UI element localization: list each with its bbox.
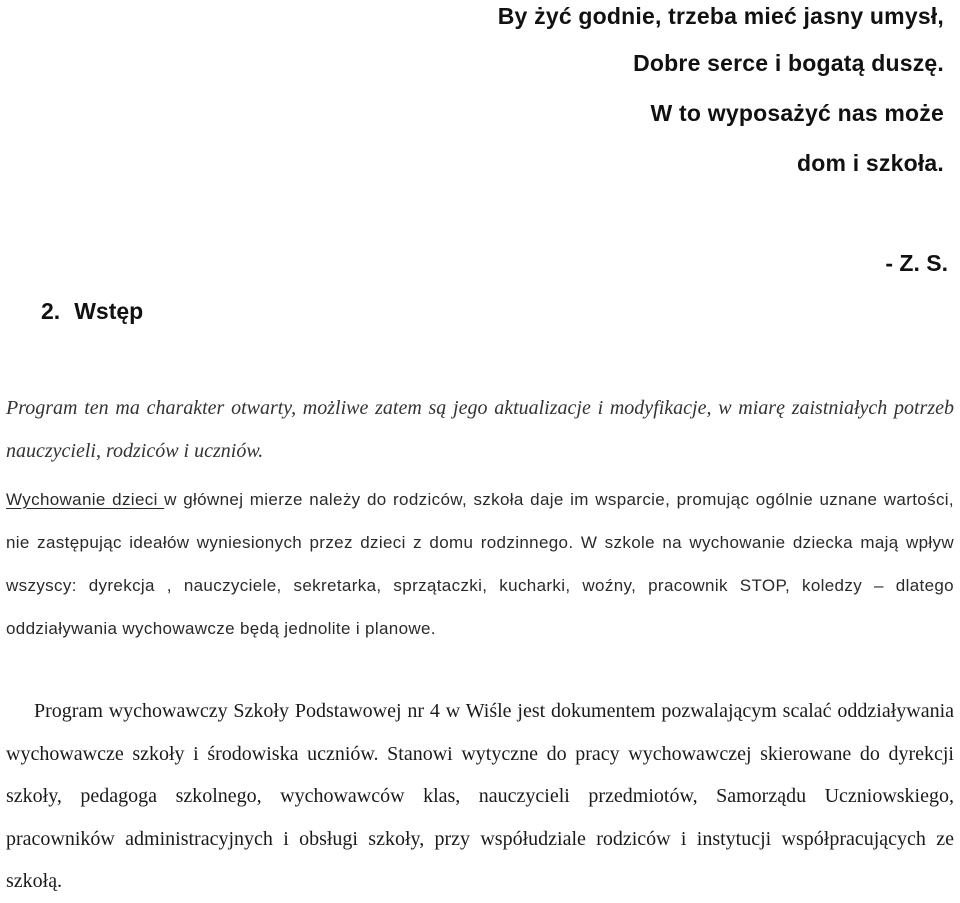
motto-author: - Z. S. xyxy=(885,250,948,276)
section-number: 2. xyxy=(41,298,61,324)
upbringing-paragraph xyxy=(6,478,954,650)
upbringing-underlined-phrase: Wychowanie dzieci xyxy=(6,490,165,509)
upbringing-text: w głównej mierze należy do rodziców, szkoła daje im wsparcie, promując ogólnie uznane wartości, nie zastępując ideałów wyniesionych przez dzieci z domu rodzinnego. xyxy=(6,490,954,552)
motto-line-3: W to wyposażyć nas może xyxy=(650,100,944,126)
section-title: Wstęp xyxy=(74,298,144,324)
motto-line-1: By żyć godnie, trzeba mieć jasny umysł, xyxy=(497,3,944,29)
upbringing-text-serif: W szkole na wychowanie dziecka mają wpływ wszyscy: dyrekcja , nauczyciele, sekretarka, sprzątaczki, kucharki, woźny, pracownik STOP, koledzy – dlatego oddziaływania wychowawcze będą jednolite i planowe. xyxy=(6,533,954,638)
section-heading xyxy=(41,300,143,323)
program-paragraph: Program wychowawczy Szkoły Podstawowej nr 4 w Wiśle jest dokumentem pozwalającym scalać oddziaływania wychowawcze szkoły i środowiska uczniów. Stanowi wytyczne do pracy wychowawczej skierowane do dyrekcji szkoły, pedagoga szkolnego, wychowawców klas, nauczycieli przedmiotów, Samorządu Uczniowskiego, pracowników administracyjnych i obsługi szkoły, przy współudziale rodziców i instytucji współpracujących ze szkołą. xyxy=(6,700,954,893)
intro-paragraph: Program ten ma charakter otwarty, możliwe zatem są jego aktualizacje i modyfikacje, w miarę zaistniałych potrzeb nauczycieli, rodziców i uczniów. xyxy=(6,397,954,462)
motto-line-2: Dobre serce i bogatą duszę. xyxy=(633,50,944,76)
motto-line-4: dom i szkoła. xyxy=(796,150,944,176)
